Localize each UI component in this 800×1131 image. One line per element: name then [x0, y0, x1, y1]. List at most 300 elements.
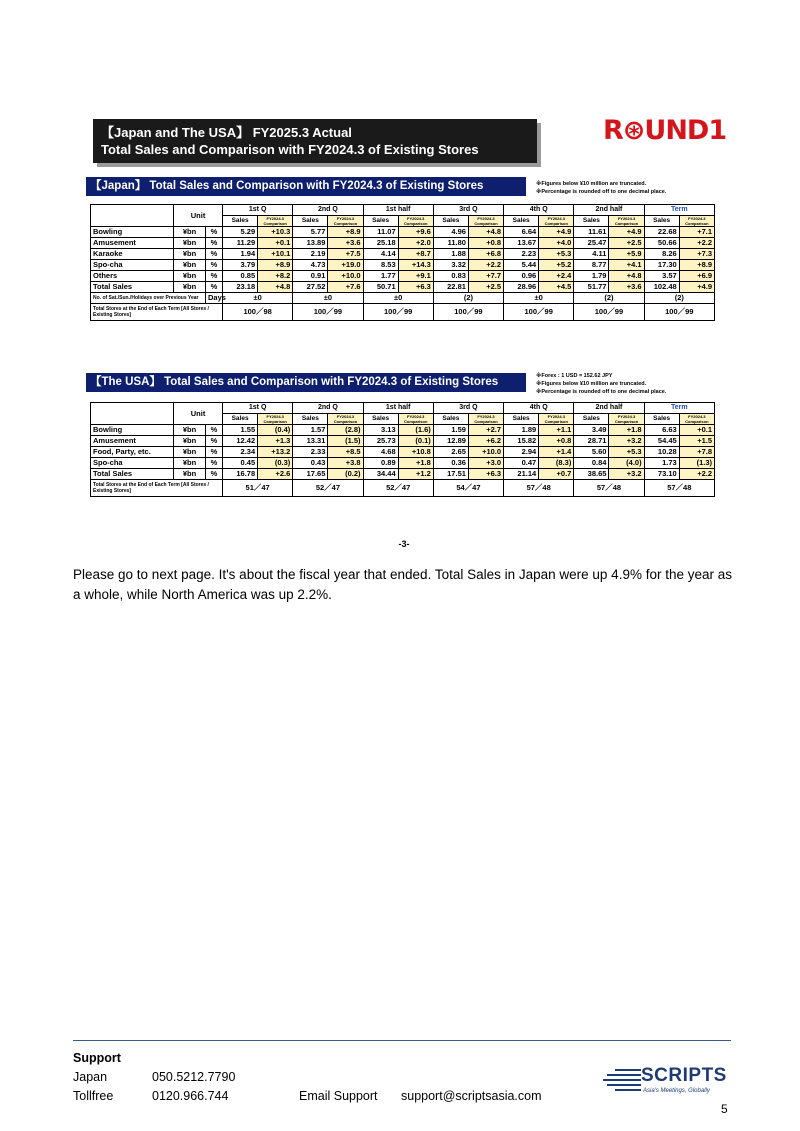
- sales-subheader: Sales: [644, 414, 679, 425]
- sales-value: 3.32: [433, 260, 468, 271]
- footer-divider: [73, 1040, 731, 1041]
- comparison-value: +2.2: [679, 469, 714, 480]
- days-value: ±0: [293, 293, 363, 304]
- stores-value: 52／47: [293, 480, 363, 497]
- table-row: [91, 249, 715, 260]
- comparison-value: +6.9: [679, 271, 714, 282]
- period-header: 1st Q: [223, 403, 293, 414]
- days-row: [91, 293, 715, 304]
- sales-value: 11.80: [433, 238, 468, 249]
- stores-value: 100／98: [223, 304, 293, 321]
- japan-notes: [536, 180, 666, 196]
- sales-subheader: Sales: [504, 414, 539, 425]
- sales-value: 0.45: [223, 458, 258, 469]
- table-row: [91, 436, 715, 447]
- stores-value: 51／47: [223, 480, 293, 497]
- sales-value: 4.14: [363, 249, 398, 260]
- stores-row: [91, 480, 715, 497]
- comparison-value: +7.8: [679, 447, 714, 458]
- comparison-value: +10.0: [328, 271, 363, 282]
- sales-value: 1.77: [363, 271, 398, 282]
- unit-currency: ¥bn: [174, 249, 206, 260]
- slide-header-line1: 【Japan and The USA】 FY2025.3 Actual: [101, 125, 352, 140]
- usa-note-2: ※Percentage is rounded off to one decimal place.: [536, 389, 667, 395]
- comparison-value: +3.0: [468, 458, 503, 469]
- sales-value: 1.88: [433, 249, 468, 260]
- support-block: [73, 1049, 573, 1106]
- sales-value: 1.89: [504, 425, 539, 436]
- sales-value: 6.64: [504, 227, 539, 238]
- scripts-wordmark: SCRIPTS: [641, 1065, 727, 1086]
- sales-value: 11.29: [223, 238, 258, 249]
- unit-percent: %: [205, 469, 222, 480]
- days-unit: Days: [205, 293, 222, 304]
- stores-value: 100／99: [433, 304, 503, 321]
- sales-value: 11.07: [363, 227, 398, 238]
- sales-value: 11.61: [574, 227, 609, 238]
- unit-header: Unit: [174, 403, 223, 425]
- unit-percent: %: [205, 436, 222, 447]
- sales-value: 25.18: [363, 238, 398, 249]
- sales-value: 2.33: [293, 447, 328, 458]
- comparison-value: +1.2: [398, 469, 433, 480]
- email-link[interactable]: support@scriptsasia.com: [401, 1089, 542, 1103]
- unit-percent: %: [205, 227, 222, 238]
- logo-line: [607, 1084, 641, 1086]
- table-row: [91, 282, 715, 293]
- japan-sales-table: [90, 204, 715, 321]
- slide-page-label: -3-: [398, 539, 410, 549]
- days-value: (2): [644, 293, 714, 304]
- comparison-value: +6.2: [468, 436, 503, 447]
- comparison-value: +1.8: [398, 458, 433, 469]
- table-row: [91, 447, 715, 458]
- comparison-value: +3.8: [328, 458, 363, 469]
- unit-percent: %: [205, 249, 222, 260]
- sales-value: 4.96: [433, 227, 468, 238]
- days-label: No. of Sat./Sun./Holidays over Previous Year: [91, 293, 206, 304]
- comparison-value: (0.3): [258, 458, 293, 469]
- sales-value: 6.63: [644, 425, 679, 436]
- sales-value: 16.78: [223, 469, 258, 480]
- sales-value: 102.48: [644, 282, 679, 293]
- sales-value: 5.77: [293, 227, 328, 238]
- comparison-subheader: FY2024.3 Comparison: [398, 216, 433, 227]
- stores-row: [91, 304, 715, 321]
- sales-value: 1.79: [574, 271, 609, 282]
- sales-value: 17.65: [293, 469, 328, 480]
- comparison-value: +2.2: [468, 260, 503, 271]
- period-header: 1st half: [363, 403, 433, 414]
- comparison-value: +2.5: [609, 238, 644, 249]
- sales-value: 25.73: [363, 436, 398, 447]
- sales-value: 22.81: [433, 282, 468, 293]
- japan-note-1: ※Figures below ¥10 million are truncated.: [536, 181, 647, 187]
- sales-value: 15.82: [504, 436, 539, 447]
- sales-value: 5.29: [223, 227, 258, 238]
- comparison-subheader: FY2024.3 Comparison: [609, 414, 644, 425]
- comparison-value: +8.2: [258, 271, 293, 282]
- unit-currency: ¥bn: [174, 425, 206, 436]
- sales-value: 3.49: [574, 425, 609, 436]
- body-paragraph: Please go to next page. It's about the fiscal year that ended. Total Sales in Japan were up 4.9% for the year as a whole, while North America was up 2.2%.: [73, 567, 732, 602]
- table-row: [91, 271, 715, 282]
- period-header: 1st half: [363, 205, 433, 216]
- comparison-value: +4.0: [539, 238, 574, 249]
- comparison-value: +0.7: [539, 469, 574, 480]
- days-value: ±0: [504, 293, 574, 304]
- sales-value: 13.31: [293, 436, 328, 447]
- sales-subheader: Sales: [504, 216, 539, 227]
- comparison-value: +7.1: [679, 227, 714, 238]
- round1-logo: R⊛UND1: [603, 115, 727, 146]
- row-label: Spo-cha: [91, 458, 174, 469]
- sales-subheader: Sales: [644, 216, 679, 227]
- comparison-value: +4.9: [679, 282, 714, 293]
- comparison-value: +10.8: [398, 447, 433, 458]
- results-slide-image: [86, 113, 727, 555]
- comparison-value: +4.1: [609, 260, 644, 271]
- unit-currency: ¥bn: [174, 238, 206, 249]
- sales-value: 10.28: [644, 447, 679, 458]
- unit-percent: %: [205, 260, 222, 271]
- sales-value: 4.73: [293, 260, 328, 271]
- stores-value: 100／99: [363, 304, 433, 321]
- sales-value: 0.47: [504, 458, 539, 469]
- unit-currency: ¥bn: [174, 260, 206, 271]
- row-label: Food, Party, etc.: [91, 447, 174, 458]
- period-header: Term: [644, 205, 714, 216]
- comparison-value: +9.1: [398, 271, 433, 282]
- comparison-value: +3.6: [609, 282, 644, 293]
- japan-label: Japan: [73, 1070, 108, 1084]
- stores-value: 57／48: [504, 480, 574, 497]
- comparison-subheader: FY2024.3 Comparison: [258, 414, 293, 425]
- period-header: 3rd Q: [433, 205, 503, 216]
- period-header: 2nd half: [574, 403, 644, 414]
- sales-value: 0.85: [223, 271, 258, 282]
- sales-value: 0.43: [293, 458, 328, 469]
- japan-title-bar: 【Japan】 Total Sales and Comparison with FY2024.3 of Existing Stores: [86, 177, 526, 196]
- sales-value: 8.53: [363, 260, 398, 271]
- comparison-value: (1.5): [328, 436, 363, 447]
- comparison-value: +4.8: [468, 227, 503, 238]
- sales-value: 50.66: [644, 238, 679, 249]
- tollfree-label: Tollfree: [73, 1089, 114, 1103]
- comparison-value: +5.3: [609, 447, 644, 458]
- comparison-value: +8.9: [258, 260, 293, 271]
- row-label: Others: [91, 271, 174, 282]
- comparison-subheader: FY2024.3 Comparison: [679, 414, 714, 425]
- comparison-value: (8.3): [539, 458, 574, 469]
- comparison-value: +1.8: [609, 425, 644, 436]
- slide-header: [93, 119, 537, 163]
- sales-value: 5.44: [504, 260, 539, 271]
- table-row: [91, 227, 715, 238]
- comparison-value: (0.4): [258, 425, 293, 436]
- stores-value: 100／99: [644, 304, 714, 321]
- table-row: [91, 238, 715, 249]
- scripts-tagline: Asia's Meetings, Globally: [643, 1088, 710, 1094]
- logo-line: [615, 1089, 641, 1091]
- sales-value: 8.77: [574, 260, 609, 271]
- comparison-value: +4.9: [539, 227, 574, 238]
- comparison-value: +4.8: [609, 271, 644, 282]
- unit-currency: ¥bn: [174, 227, 206, 238]
- sales-value: 0.96: [504, 271, 539, 282]
- sales-subheader: Sales: [293, 216, 328, 227]
- sales-subheader: Sales: [433, 414, 468, 425]
- comparison-value: +3.2: [609, 469, 644, 480]
- slide-header-line2: Total Sales and Comparison with FY2024.3 of Existing Stores: [101, 142, 479, 157]
- comparison-value: (1.3): [679, 458, 714, 469]
- support-title: Support: [73, 1051, 121, 1065]
- comparison-value: +3.6: [328, 238, 363, 249]
- sales-value: 50.71: [363, 282, 398, 293]
- comparison-value: +1.1: [539, 425, 574, 436]
- comparison-value: +0.8: [539, 436, 574, 447]
- sales-value: 0.84: [574, 458, 609, 469]
- sales-value: 2.94: [504, 447, 539, 458]
- sales-value: 38.65: [574, 469, 609, 480]
- period-header: 4th Q: [504, 403, 574, 414]
- tollfree-phone[interactable]: 0120.966.744: [152, 1089, 229, 1103]
- comparison-value: +2.5: [468, 282, 503, 293]
- comparison-value: +8.7: [398, 249, 433, 260]
- stores-value: 100／99: [293, 304, 363, 321]
- sales-value: 4.11: [574, 249, 609, 260]
- usa-title-bar: 【The USA】 Total Sales and Comparison with FY2024.3 of Existing Stores: [86, 373, 526, 392]
- sales-value: 1.55: [223, 425, 258, 436]
- sales-value: 2.65: [433, 447, 468, 458]
- comparison-value: +14.3: [398, 260, 433, 271]
- table-row: [91, 260, 715, 271]
- comparison-subheader: FY2024.3 Comparison: [398, 414, 433, 425]
- period-header: 2nd half: [574, 205, 644, 216]
- comparison-subheader: FY2024.3 Comparison: [328, 414, 363, 425]
- row-label: Amusement: [91, 436, 174, 447]
- unit-percent: %: [205, 271, 222, 282]
- sales-value: 28.96: [504, 282, 539, 293]
- email-support-label: Email Support: [299, 1089, 378, 1103]
- comparison-value: +6.8: [468, 249, 503, 260]
- sales-subheader: Sales: [433, 216, 468, 227]
- sales-subheader: Sales: [574, 414, 609, 425]
- comparison-value: +9.6: [398, 227, 433, 238]
- comparison-value: +0.1: [679, 425, 714, 436]
- comparison-subheader: FY2024.3 Comparison: [679, 216, 714, 227]
- sales-value: 54.45: [644, 436, 679, 447]
- comparison-value: +7.6: [328, 282, 363, 293]
- sales-value: 13.67: [504, 238, 539, 249]
- stores-value: 100／99: [504, 304, 574, 321]
- comparison-value: +4.5: [539, 282, 574, 293]
- comparison-subheader: FY2024.3 Comparison: [468, 216, 503, 227]
- comparison-value: +2.6: [258, 469, 293, 480]
- usa-note-1: ※Figures below ¥10 million are truncated.: [536, 381, 647, 387]
- sales-value: 2.23: [504, 249, 539, 260]
- comparison-subheader: FY2024.3 Comparison: [328, 216, 363, 227]
- comparison-value: +4.9: [609, 227, 644, 238]
- row-label: Amusement: [91, 238, 174, 249]
- period-header: 4th Q: [504, 205, 574, 216]
- sales-subheader: Sales: [363, 216, 398, 227]
- stores-value: 57／48: [574, 480, 644, 497]
- comparison-value: +13.2: [258, 447, 293, 458]
- row-label: Bowling: [91, 227, 174, 238]
- comparison-subheader: FY2024.3 Comparison: [539, 414, 574, 425]
- sales-value: 0.89: [363, 458, 398, 469]
- comparison-value: +7.7: [468, 271, 503, 282]
- sales-value: 3.13: [363, 425, 398, 436]
- comparison-value: (0.2): [328, 469, 363, 480]
- period-header: 3rd Q: [433, 403, 503, 414]
- sales-value: 3.79: [223, 260, 258, 271]
- comparison-value: +4.8: [258, 282, 293, 293]
- unit-percent: %: [205, 282, 222, 293]
- logo-line: [603, 1079, 641, 1081]
- comparison-value: +10.3: [258, 227, 293, 238]
- sales-value: 73.10: [644, 469, 679, 480]
- sales-value: 12.42: [223, 436, 258, 447]
- sales-subheader: Sales: [574, 216, 609, 227]
- sales-value: 2.34: [223, 447, 258, 458]
- sales-value: 25.47: [574, 238, 609, 249]
- sales-value: 27.52: [293, 282, 328, 293]
- japan-phone[interactable]: 050.5212.7790: [152, 1070, 236, 1084]
- row-label: Karaoke: [91, 249, 174, 260]
- sales-subheader: Sales: [223, 216, 258, 227]
- comparison-value: +6.3: [468, 469, 503, 480]
- sales-subheader: Sales: [363, 414, 398, 425]
- comparison-value: +5.3: [539, 249, 574, 260]
- days-value: (2): [433, 293, 503, 304]
- sales-value: 17.51: [433, 469, 468, 480]
- sales-value: 12.89: [433, 436, 468, 447]
- sales-value: 0.83: [433, 271, 468, 282]
- comparison-value: (4.0): [609, 458, 644, 469]
- row-label: Spo-cha: [91, 260, 174, 271]
- days-value: ±0: [363, 293, 433, 304]
- sales-value: 21.14: [504, 469, 539, 480]
- header-row-periods: [91, 205, 715, 216]
- unit-currency: ¥bn: [174, 282, 206, 293]
- logo-line: [607, 1074, 641, 1076]
- sales-value: 8.26: [644, 249, 679, 260]
- usa-sales-table: [90, 402, 715, 497]
- comparison-value: +8.5: [328, 447, 363, 458]
- days-value: ±0: [223, 293, 293, 304]
- table-row: [91, 458, 715, 469]
- row-label: Bowling: [91, 425, 174, 436]
- comparison-subheader: FY2024.3 Comparison: [468, 414, 503, 425]
- sales-value: 22.68: [644, 227, 679, 238]
- sales-value: 1.73: [644, 458, 679, 469]
- period-header: Term: [644, 403, 714, 414]
- corner-cell: [91, 205, 174, 227]
- comparison-value: +1.3: [258, 436, 293, 447]
- sales-value: 17.30: [644, 260, 679, 271]
- sales-value: 0.91: [293, 271, 328, 282]
- unit-currency: ¥bn: [174, 271, 206, 282]
- comparison-subheader: FY2024.3 Comparison: [539, 216, 574, 227]
- row-label: Total Sales: [91, 282, 174, 293]
- comparison-value: (1.6): [398, 425, 433, 436]
- comparison-value: +1.4: [539, 447, 574, 458]
- comparison-value: +8.9: [679, 260, 714, 271]
- unit-header: Unit: [174, 205, 223, 227]
- stores-label: Total Stores at the End of Each Term [All Stores / Existing Stores]: [91, 304, 223, 321]
- table-row: [91, 425, 715, 436]
- sales-value: 5.60: [574, 447, 609, 458]
- comparison-value: +2.2: [679, 238, 714, 249]
- comparison-value: +2.4: [539, 271, 574, 282]
- row-label: Total Sales: [91, 469, 174, 480]
- comparison-value: +5.9: [609, 249, 644, 260]
- comparison-value: +8.9: [328, 227, 363, 238]
- unit-currency: ¥bn: [174, 447, 206, 458]
- stores-value: 52／47: [363, 480, 433, 497]
- comparison-subheader: FY2024.3 Comparison: [609, 216, 644, 227]
- comparison-value: (0.1): [398, 436, 433, 447]
- sales-value: 1.57: [293, 425, 328, 436]
- unit-currency: ¥bn: [174, 469, 206, 480]
- stores-value: 54／47: [433, 480, 503, 497]
- sales-value: 23.18: [223, 282, 258, 293]
- comparison-value: +7.3: [679, 249, 714, 260]
- sales-value: 34.44: [363, 469, 398, 480]
- comparison-value: +10.0: [468, 447, 503, 458]
- comparison-value: +6.3: [398, 282, 433, 293]
- unit-percent: %: [205, 447, 222, 458]
- sales-value: 0.36: [433, 458, 468, 469]
- comparison-value: +0.1: [258, 238, 293, 249]
- corner-cell: [91, 403, 174, 425]
- sales-value: 2.19: [293, 249, 328, 260]
- period-header: 1st Q: [223, 205, 293, 216]
- comparison-value: +2.7: [468, 425, 503, 436]
- table-row: [91, 469, 715, 480]
- period-header: 2nd Q: [293, 205, 363, 216]
- period-header: 2nd Q: [293, 403, 363, 414]
- comparison-value: +5.2: [539, 260, 574, 271]
- logo-line: [615, 1069, 641, 1071]
- unit-currency: ¥bn: [174, 436, 206, 447]
- usa-note-0: ※Forex : 1 USD = 152.62 JPY: [536, 373, 613, 379]
- comparison-value: +10.1: [258, 249, 293, 260]
- sales-value: 3.57: [644, 271, 679, 282]
- comparison-value: +1.5: [679, 436, 714, 447]
- usa-notes: [536, 372, 666, 396]
- sales-subheader: Sales: [293, 414, 328, 425]
- page-number: 5: [721, 1102, 728, 1116]
- sales-value: 4.68: [363, 447, 398, 458]
- sales-value: 28.71: [574, 436, 609, 447]
- sales-value: 1.94: [223, 249, 258, 260]
- comparison-value: (2.8): [328, 425, 363, 436]
- scripts-logo: [603, 1065, 727, 1101]
- unit-percent: %: [205, 458, 222, 469]
- header-row-periods: [91, 403, 715, 414]
- sales-subheader: Sales: [223, 414, 258, 425]
- japan-note-2: ※Percentage is rounded off to one decimal place.: [536, 189, 667, 195]
- unit-percent: %: [205, 425, 222, 436]
- sales-value: 13.89: [293, 238, 328, 249]
- comparison-subheader: FY2024.3 Comparison: [258, 216, 293, 227]
- comparison-value: +2.0: [398, 238, 433, 249]
- comparison-value: +3.2: [609, 436, 644, 447]
- comparison-value: +0.8: [468, 238, 503, 249]
